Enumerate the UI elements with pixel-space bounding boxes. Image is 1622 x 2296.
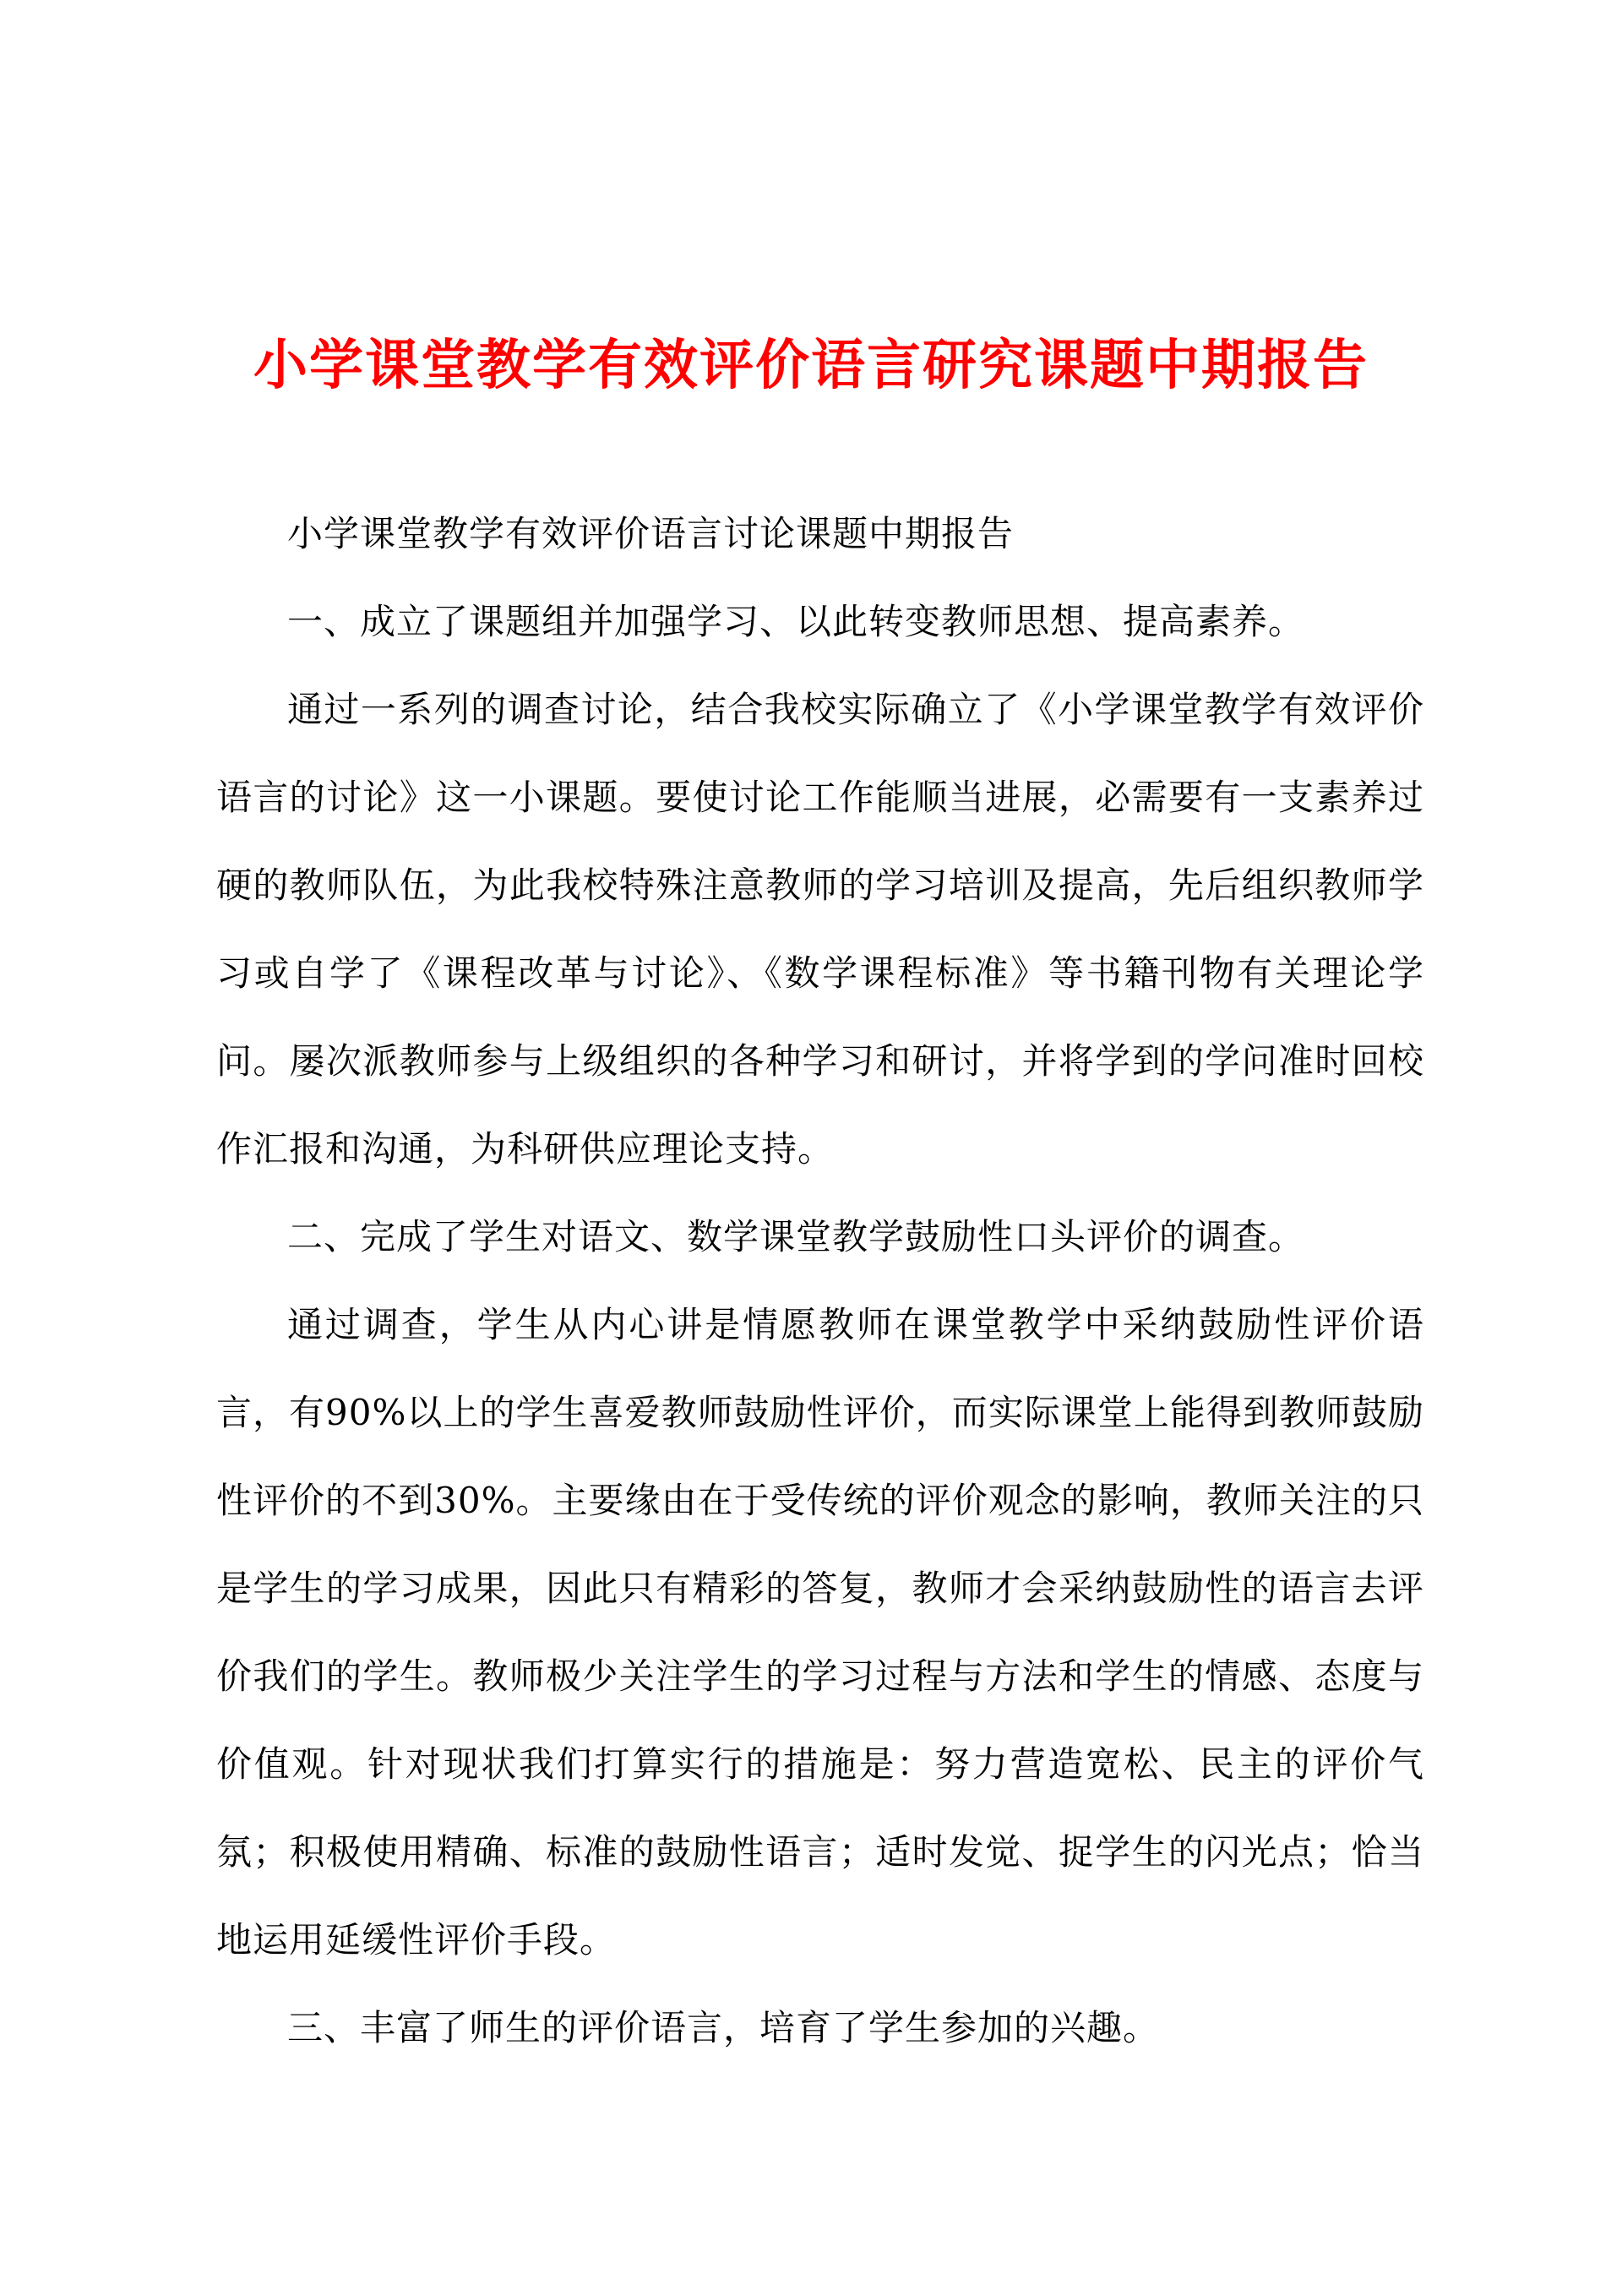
document-title: 小学课堂教学有效评价语言研究课题中期报告 [253,334,1369,397]
paragraph-subtitle: 小学课堂教学有效评价语言讨论课题中期报告 [287,513,1015,554]
section-heading-2: 二、完成了学生对语文、数学课堂教学鼓励性口头评价的调查。 [287,1216,1305,1257]
paragraph-section-1: 通过一系列的调查讨论，结合我校实际确立了《小学课堂教学有效评价语言的讨论》这一小课题。要使讨论工作能顺当进展，必需要有一支素养过硬的教师队伍，为此我校特殊注意教师的学习培训及提高，先后组织教师学习或自学了《课程改革与讨论》、《数学课程标准》等书籍刊物有关理论学问。屡次派教师参与上级组织的各种学习和研讨，并将学到的学问准时回校作汇报和沟通，为科研供应理论支持。 [216,689,1424,1170]
paragraph-section-2: 通过调查，学生从内心讲是情愿教师在课堂教学中采纳鼓励性评价语言，有90%以上的学生喜爱教师鼓励性评价，而实际课堂上能得到教师鼓励性评价的不到30%。主要缘由在于受传统的评价观念的影响，教师关注的只是学生的学习成果，因此只有精彩的答复，教师才会采纳鼓励性的语言去评价我们的学生。教师极少关注学生的学习过程与方法和学生的情感、态度与价值观。针对现状我们打算实行的措施是：努力营造宽松、民主的评价气氛；积极使用精确、标准的鼓励性语言；适时发觉、捉学生的闪光点；恰当地运用延缓性评价手段。 [216,1304,1424,1961]
section-heading-1: 一、成立了课题组并加强学习、以此转变教师思想、提高素养。 [287,601,1305,642]
section-heading-3: 三、丰富了师生的评价语言，培育了学生参加的兴趣。 [287,2007,1160,2048]
document-body [216,490,1424,2072]
